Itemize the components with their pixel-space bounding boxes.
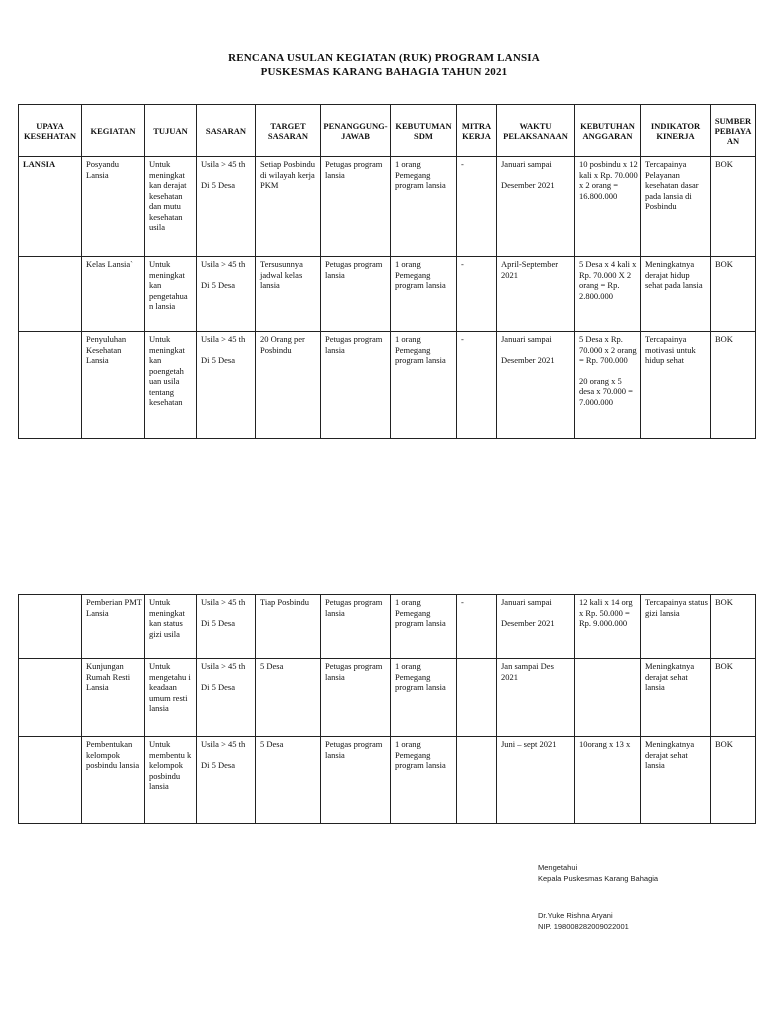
cell-kegiatan: Penyuluhan Kesehatan Lansia <box>82 332 145 439</box>
cell-sdm: 1 orang Pemegang program lansia <box>391 157 457 257</box>
cell-waktu <box>497 595 575 659</box>
table-row <box>19 737 756 824</box>
cell-mitra <box>457 659 497 737</box>
cell-penanggung-jawab: Petugas program lansia <box>321 332 391 439</box>
cell-kegiatan: Posyandu Lansia <box>82 157 145 257</box>
cell-upaya <box>19 737 82 824</box>
header-tujuan: TUJUAN <box>145 105 197 157</box>
header-upaya-kesehatan: UPAYA KESEHATAN <box>19 105 82 157</box>
cell-indikator: Meningkatnya derajat sehat lansia <box>641 737 711 824</box>
cell-sasaran <box>197 257 256 332</box>
waktu-start: Januari sampai <box>501 159 552 169</box>
sasaran-location: Di 5 Desa <box>201 759 235 770</box>
table-row <box>19 332 756 439</box>
sasaran-location: Di 5 Desa <box>201 354 235 365</box>
cell-waktu <box>497 737 575 824</box>
cell-waktu <box>497 257 575 332</box>
table-header-row <box>19 105 756 157</box>
document-subtitle: PUSKESMAS KARANG BAHAGIA TAHUN 2021 <box>260 66 508 78</box>
cell-anggaran <box>575 157 641 257</box>
cell-sdm: 1 orang Pemegang program lansia <box>391 257 457 332</box>
cell-indikator: Tercapainya Pelayanan kesehatan dasar pada lansia di Posbindu <box>641 157 711 257</box>
cell-upaya <box>19 659 82 737</box>
header-kegiatan: KEGIATAN <box>82 105 145 157</box>
sasaran-location: Di 5 Desa <box>201 681 235 692</box>
cell-mitra: - <box>457 157 497 257</box>
waktu-start: April-September 2021 <box>501 259 559 280</box>
anggaran-extra: 20 orang x 5 desa x 70.000 = 7.000.000 <box>579 375 633 407</box>
header-sasaran: SASARAN <box>197 105 256 157</box>
cell-sumber: BOK <box>711 257 756 332</box>
cell-penanggung-jawab: Petugas program lansia <box>321 157 391 257</box>
table-row <box>19 157 756 257</box>
header-mitra-kerja: MITRA KERJA <box>457 105 497 157</box>
cell-kegiatan: Pemberian PMT Lansia <box>82 595 145 659</box>
cell-sdm: 1 orang Pemegang program lansia <box>391 332 457 439</box>
cell-sasaran <box>197 595 256 659</box>
cell-sasaran <box>197 659 256 737</box>
sasaran-age: Usila > 45 th <box>201 597 246 607</box>
cell-tujuan: Untuk membentu k kelompok posbindu lansia <box>145 737 197 824</box>
anggaran-main: 5 Desa x Rp. 70.000 x 2 orang = Rp. 700.000 <box>579 334 637 365</box>
cell-waktu <box>497 659 575 737</box>
waktu-start: Juni – sept 2021 <box>501 739 557 749</box>
header-kebutuhan-anggaran: KEBUTUHAN ANGGARAN <box>575 105 641 157</box>
cell-target: Setiap Posbindu di wilayah kerja PKM <box>256 157 321 257</box>
cell-anggaran <box>575 659 641 737</box>
cell-anggaran <box>575 595 641 659</box>
cell-upaya <box>19 332 82 439</box>
cell-sasaran <box>197 737 256 824</box>
document-title: RENCANA USULAN KEGIATAN (RUK) PROGRAM LANSIA <box>228 52 540 64</box>
approval-label: Mengetahui <box>538 863 578 872</box>
cell-anggaran <box>575 257 641 332</box>
signatory-nip: NIP. 198008282009022001 <box>538 922 629 931</box>
cell-sdm: 1 orang Pemegang program lansia <box>391 659 457 737</box>
cell-sdm: 1 orang Pemegang program lansia <box>391 737 457 824</box>
cell-target: Tiap Posbindu <box>256 595 321 659</box>
cell-target: 5 Desa <box>256 737 321 824</box>
anggaran-main: 10 posbindu x 12 kali x Rp. 70.000 x 2 orang = 16.800.000 <box>579 159 638 201</box>
cell-kegiatan: Kunjungan Rumah Resti Lansia <box>82 659 145 737</box>
waktu-end: Desember 2021 <box>501 354 555 365</box>
cell-waktu <box>497 332 575 439</box>
sasaran-age: Usila > 45 th <box>201 159 246 169</box>
header-sumber-pembiayaan: SUMBER PEBIAYA AN <box>711 105 756 157</box>
header-kebutuhan-sdm: KEBUTUMAN SDM <box>391 105 457 157</box>
cell-kegiatan: Kelas Lansia` <box>82 257 145 332</box>
cell-sdm: 1 orang Pemegang program lansia <box>391 595 457 659</box>
cell-mitra <box>457 737 497 824</box>
signatory-block <box>538 910 629 932</box>
sasaran-age: Usila > 45 th <box>201 259 246 269</box>
waktu-end: Desember 2021 <box>501 179 555 190</box>
header-waktu-pelaksanaan: WAKTU PELAKSANAAN <box>497 105 575 157</box>
header-target-sasaran: TARGET SASARAN <box>256 105 321 157</box>
header-indikator-kinerja: INDIKATOR KINERJA <box>641 105 711 157</box>
cell-tujuan: Untuk mengetahu i keadaan umum resti lansia <box>145 659 197 737</box>
sasaran-age: Usila > 45 th <box>201 661 246 671</box>
cell-sasaran <box>197 157 256 257</box>
cell-upaya <box>19 595 82 659</box>
cell-penanggung-jawab: Petugas program lansia <box>321 737 391 824</box>
cell-sasaran <box>197 332 256 439</box>
waktu-start: Januari sampai <box>501 597 552 607</box>
table-row <box>19 257 756 332</box>
waktu-start: Januari sampai <box>501 334 552 344</box>
approval-block <box>538 862 658 884</box>
header-penanggung-jawab: PENANGGUNG-JAWAB <box>321 105 391 157</box>
table-row <box>19 659 756 737</box>
sasaran-location: Di 5 Desa <box>201 179 235 190</box>
cell-tujuan: Untuk meningkat kan pengetahua n lansia <box>145 257 197 332</box>
cell-upaya: LANSIA <box>19 157 82 257</box>
sasaran-age: Usila > 45 th <box>201 739 246 749</box>
sasaran-age: Usila > 45 th <box>201 334 246 344</box>
cell-anggaran <box>575 332 641 439</box>
cell-sumber: BOK <box>711 595 756 659</box>
cell-tujuan: Untuk meningkat kan poengetah uan usila tentang kesehatan <box>145 332 197 439</box>
cell-sumber: BOK <box>711 157 756 257</box>
cell-sumber: BOK <box>711 332 756 439</box>
cell-sumber: BOK <box>711 737 756 824</box>
cell-target: 5 Desa <box>256 659 321 737</box>
cell-penanggung-jawab: Petugas program lansia <box>321 595 391 659</box>
ruk-table-page2 <box>18 594 756 824</box>
anggaran-main: 10orang x 13 x <box>579 739 631 749</box>
cell-tujuan: Untuk meningkat kan derajat kesehatan dan mutu kesehatan usila <box>145 157 197 257</box>
sasaran-location: Di 5 Desa <box>201 279 235 290</box>
cell-penanggung-jawab: Petugas program lansia <box>321 659 391 737</box>
waktu-end: Desember 2021 <box>501 617 555 628</box>
approval-position: Kepala Puskesmas Karang Bahagia <box>538 874 659 883</box>
cell-penanggung-jawab: Petugas program lansia <box>321 257 391 332</box>
cell-mitra: - <box>457 257 497 332</box>
cell-tujuan: Untuk meningkat kan status gizi usila <box>145 595 197 659</box>
cell-indikator: Meningkatnya derajat sehat lansia <box>641 659 711 737</box>
cell-mitra: - <box>457 595 497 659</box>
cell-kegiatan: Pembentukan kelompok posbindu lansia <box>82 737 145 824</box>
anggaran-main: 5 Desa x 4 kali x Rp. 70.000 X 2 orang = Rp. 2.800.000 <box>579 259 637 301</box>
cell-indikator: Tercapainya motivasi untuk hidup sehat <box>641 332 711 439</box>
cell-waktu <box>497 157 575 257</box>
cell-sumber: BOK <box>711 659 756 737</box>
ruk-table-page1 <box>18 104 756 439</box>
cell-target: 20 Orang per Posbindu <box>256 332 321 439</box>
table-row <box>19 595 756 659</box>
cell-anggaran <box>575 737 641 824</box>
waktu-start: Jan sampai Des 2021 <box>501 661 554 682</box>
anggaran-main: 12 kali x 14 org x Rp. 50.000 = Rp. 9.000.000 <box>579 597 633 628</box>
cell-target: Tersusunnya jadwal kelas lansia <box>256 257 321 332</box>
cell-mitra: - <box>457 332 497 439</box>
cell-indikator: Tercapainya status gizi lansia <box>641 595 711 659</box>
sasaran-location: Di 5 Desa <box>201 617 235 628</box>
signatory-name: Dr.Yuke Rishna Aryani <box>538 911 613 920</box>
cell-indikator: Meningkatnya derajat hidup sehat pada lansia <box>641 257 711 332</box>
cell-upaya <box>19 257 82 332</box>
